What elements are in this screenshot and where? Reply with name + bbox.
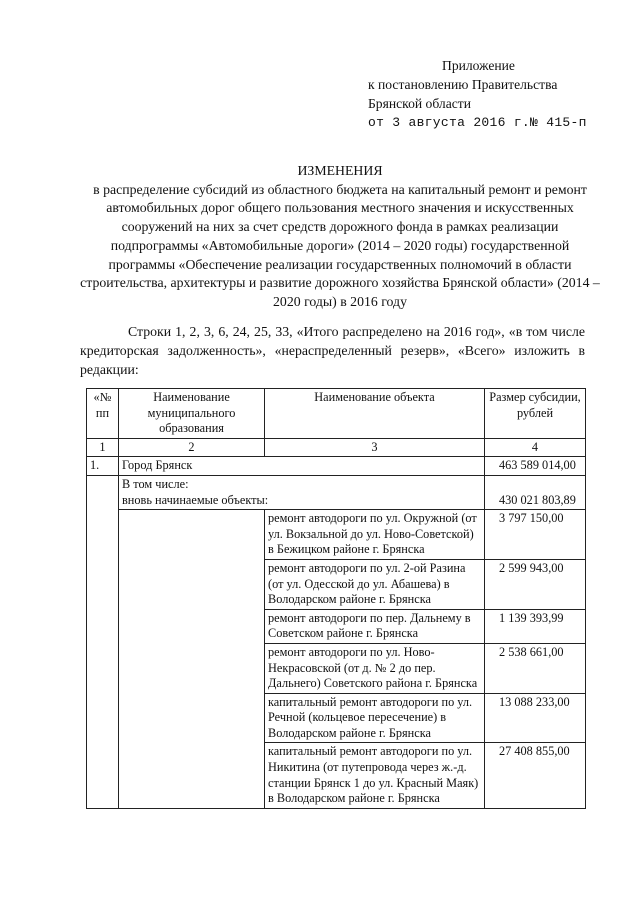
- row-municipality: Город Брянск: [119, 457, 485, 476]
- object-name: ремонт автодороги по ул. Ново-Некрасовской (от д. № 2 до пер. Дальнего) Советского района г. Брянска: [265, 643, 485, 693]
- object-amount: 2 538 661,00: [485, 643, 586, 693]
- intro-paragraph: [80, 322, 585, 379]
- document-title: [80, 162, 600, 312]
- intro-text: Строки 1, 2, 3, 6, 24, 25, 33, «Итого распределено на 2016 год», «в том числе кредиторская задолженность», «нераспределенный резерв», «Всего» изложить в редакции:: [80, 324, 585, 377]
- table-row: [87, 475, 586, 509]
- row-including: [119, 475, 485, 509]
- object-name: ремонт автодороги по пер. Дальнему в Советском районе г. Брянска: [265, 609, 485, 643]
- object-name: капитальный ремонт автодороги по ул. Речной (кольцевое пересечение) в Володарском районе г. Брянска: [265, 693, 485, 743]
- title-body: в распределение субсидий из областного бюджета на капитальный ремонт и ремонт автомобильных дорог общего пользования местного значения и искусственных сооружений на них за счет средств дорожного фонда в рамках реализации подпрограммы «Автомобильные дороги» (2014 – 2020 годы) государственной программы «Обеспечение реализации государственных полномочий в области строительства, архитектуры и развитие дорожного хозяйства Брянской области» (2014 – 2020 годы) в 2016 году: [80, 181, 600, 309]
- object-amount: 1 139 393,99: [485, 609, 586, 643]
- col-number: 4: [485, 438, 586, 457]
- table-row: [87, 510, 586, 560]
- col-number: 3: [265, 438, 485, 457]
- appendix-block: [368, 56, 618, 132]
- header-subsidy: Размер субсидии, рублей: [485, 389, 586, 439]
- row-amount: 463 589 014,00: [485, 457, 586, 476]
- object-name: ремонт автодороги по ул. 2-ой Разина (от ул. Одесской до ул. Абашева) в Володарском районе г. Брянска: [265, 559, 485, 609]
- column-numbers-row: [87, 438, 586, 457]
- table-row: [87, 457, 586, 476]
- appendix-date: от 3 августа 2016 г.№ 415-п: [368, 115, 587, 130]
- row-amount: 430 021 803,89: [485, 475, 586, 509]
- object-amount: 27 408 855,00: [485, 743, 586, 808]
- title-heading: ИЗМЕНЕНИЯ: [297, 163, 383, 178]
- empty-cell: [119, 510, 265, 809]
- object-name: ремонт автодороги по ул. Окружной (от ул. Вокзальной до ул. Ново-Советской) в Бежицком районе г. Брянска: [265, 510, 485, 560]
- col-number: 1: [87, 438, 119, 457]
- object-amount: 2 599 943,00: [485, 559, 586, 609]
- empty-cell: [87, 475, 119, 808]
- table-header-row: [87, 389, 586, 439]
- row-num: 1.: [87, 457, 119, 476]
- appendix-label: Приложение: [442, 58, 515, 73]
- object-amount: 13 088 233,00: [485, 693, 586, 743]
- object-amount: 3 797 150,00: [485, 510, 586, 560]
- object-name: капитальный ремонт автодороги по ул. Никитина (от путепровода через ж.-д. станции Брянск 1 до ул. Красный Маяк) в Володарском районе г. Брянска: [265, 743, 485, 808]
- new-objects-label: вновь начинаемые объекты:: [122, 492, 269, 507]
- appendix-region: Брянской области: [368, 96, 471, 111]
- appendix-resolution: к постановлению Правительства: [368, 77, 558, 92]
- header-object: Наименование объекта: [265, 389, 485, 439]
- subsidy-table: [86, 388, 586, 809]
- col-number: 2: [119, 438, 265, 457]
- header-num: «№ пп: [87, 389, 119, 439]
- including-label: В том числе:: [122, 476, 189, 491]
- header-municipality: Наименование муниципального образования: [119, 389, 265, 439]
